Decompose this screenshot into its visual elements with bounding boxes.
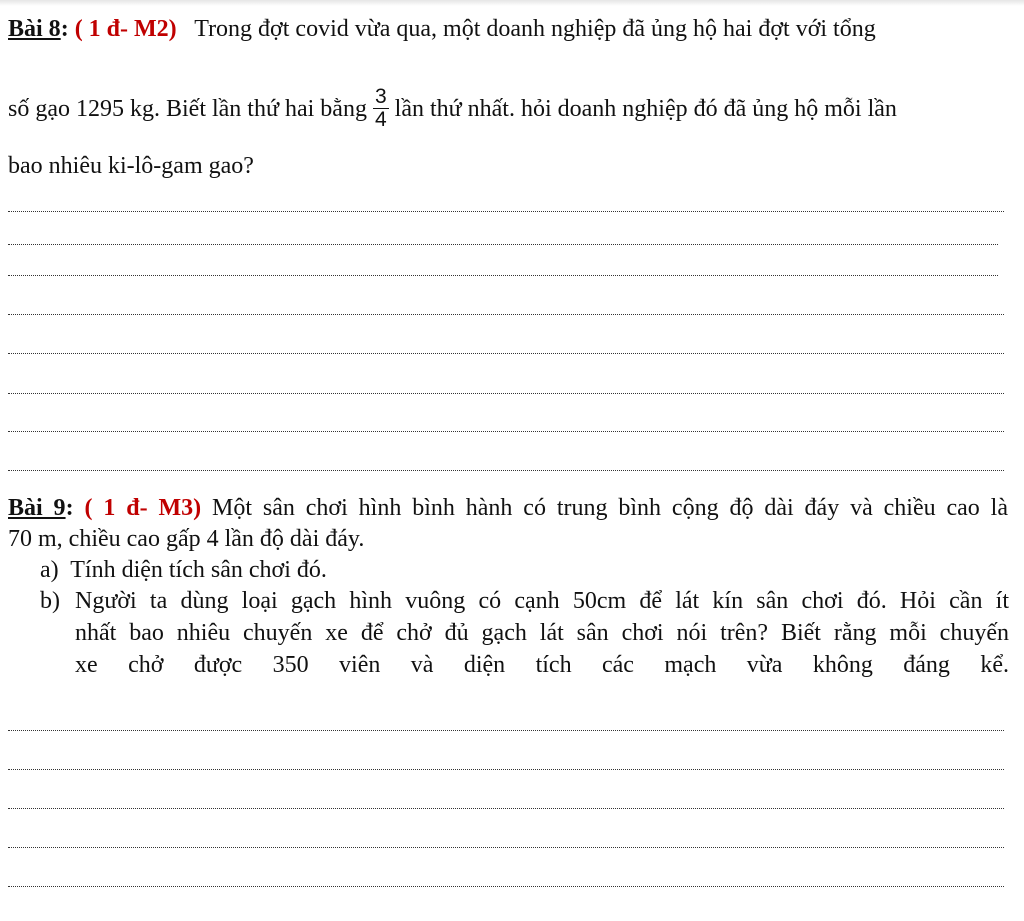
bai9-line-1 — [8, 492, 1008, 524]
item-b-marker-row — [40, 586, 60, 616]
item-b-text-2: nhất bao nhiêu chuyến xe để chở đủ gạch lát sân chơi nói trên? Biết rằng mỗi chuyến — [75, 620, 1009, 646]
item-b-marker: b) — [40, 588, 60, 614]
answer-line[interactable] — [8, 808, 1004, 809]
bai8-line-1 — [8, 14, 876, 44]
bai8-line-2 — [8, 85, 897, 133]
bai8-text-3: bao nhiêu ki-lô-gam gao? — [8, 153, 254, 179]
bai9-colon: : — [65, 495, 74, 521]
bai9-text-1: Một sân chơi hình bình hành có trung bình cộng độ dài đáy và chiều cao là — [211, 495, 1008, 521]
fraction-numerator: 3 — [374, 85, 387, 108]
answer-line[interactable] — [8, 847, 1004, 848]
bai9-text-2: 70 m, chiều cao gấp 4 lần độ dài đáy. — [8, 526, 365, 552]
bai9-marks: ( 1 đ- M3) — [84, 495, 202, 521]
bai9-item-a — [40, 555, 327, 585]
answer-line[interactable] — [8, 244, 998, 245]
item-a-marker: a) — [40, 557, 59, 583]
answer-line[interactable] — [8, 431, 1004, 432]
fraction-denominator: 4 — [374, 108, 387, 131]
bai8-text-2a: số gạo 1295 kg. Biết lần thứ hai bằng — [8, 96, 367, 123]
bai9-item-b — [75, 585, 1009, 681]
answer-line[interactable] — [8, 211, 1004, 212]
bai8-text-2b: lần thứ nhất. hỏi doanh nghiệp đó đã ủng hộ mỗi lần — [394, 96, 897, 123]
answer-line[interactable] — [8, 769, 1004, 770]
answer-line[interactable] — [8, 353, 1004, 354]
bai8-label: Bài 8 — [8, 16, 61, 42]
item-a-text: Tính diện tích sân chơi đó. — [70, 557, 327, 583]
item-b-text-3: xe chở được 350 viên và diện tích các mạch vừa không đáng kể. — [75, 652, 1009, 678]
bai8-marks: ( 1 đ- M2) — [74, 16, 177, 42]
answer-line[interactable] — [8, 314, 1004, 315]
answer-line[interactable] — [8, 470, 1004, 471]
page-top-shadow — [0, 0, 1024, 6]
answer-line[interactable] — [8, 886, 1004, 887]
bai8-text-1: Trong đợt covid vừa qua, một doanh nghiệp đã ủng hộ hai đợt với tổng — [194, 16, 876, 42]
answer-line[interactable] — [8, 730, 1004, 731]
fraction-three-quarters — [373, 86, 389, 131]
bai8-colon: : — [60, 16, 69, 42]
bai9-line-2 — [8, 524, 364, 554]
answer-line[interactable] — [8, 275, 998, 276]
item-b-text-1: Người ta dùng loại gạch hình vuông có cạnh 50cm để lát kín sân chơi đó. Hỏi cần ít — [75, 588, 1009, 614]
bai9-label: Bài 9 — [8, 495, 66, 521]
bai8-line-3 — [8, 151, 254, 181]
answer-line[interactable] — [8, 393, 1004, 394]
